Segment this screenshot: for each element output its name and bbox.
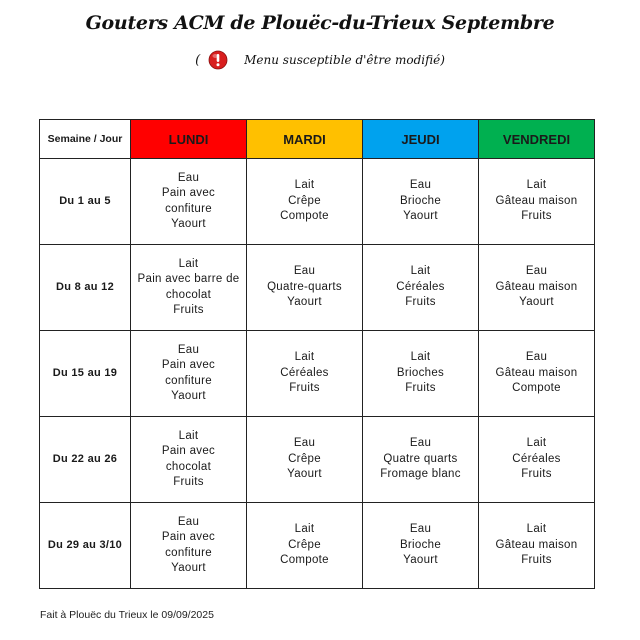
menu-cell xyxy=(363,503,479,589)
menu-item: Céréales xyxy=(396,280,445,293)
menu-item: Fromage blanc xyxy=(380,468,461,481)
menu-item: Eau xyxy=(177,515,200,528)
menu-cell xyxy=(247,417,363,503)
menu-item: Eau xyxy=(293,437,316,450)
menu-item: Lait xyxy=(178,429,199,442)
menu-item: Lait xyxy=(294,523,315,536)
menu-item: Brioches xyxy=(396,366,445,379)
menu-item: Crêpe xyxy=(288,452,321,465)
menu-item: Yaourt xyxy=(519,296,554,309)
menu-item: Fruits xyxy=(521,468,552,481)
menu-item: Eau xyxy=(409,523,432,536)
menu-cell xyxy=(247,331,363,417)
menu-cell xyxy=(479,159,595,245)
week-label: Du 15 au 19 xyxy=(40,331,131,417)
menu-item: Céréales xyxy=(280,366,329,379)
menu-item: chocolat xyxy=(165,460,212,473)
menu-item: confiture xyxy=(165,374,212,387)
menu-cell xyxy=(131,503,247,589)
menu-item: Fruits xyxy=(289,382,320,395)
table-row xyxy=(40,503,595,589)
menu-item: Fruits xyxy=(521,210,552,223)
menu-cell xyxy=(363,417,479,503)
menu-item: Quatre quarts xyxy=(383,452,458,465)
menu-cell xyxy=(479,417,595,503)
menu-item: chocolat xyxy=(165,288,212,301)
menu-item: Lait xyxy=(526,437,547,450)
menu-item: Gâteau maison xyxy=(495,366,578,379)
menu-cell xyxy=(131,159,247,245)
header-day: VENDREDI xyxy=(479,120,595,159)
menu-item: Pain avec barre de xyxy=(137,273,240,285)
week-label: Du 1 au 5 xyxy=(40,159,131,245)
menu-cell xyxy=(247,503,363,589)
menu-item: Eau xyxy=(177,343,200,356)
menu-item: Compote xyxy=(280,554,329,567)
table-row xyxy=(40,417,595,503)
week-label: Du 8 au 12 xyxy=(40,245,131,331)
menu-cell xyxy=(363,159,479,245)
menu-cell xyxy=(247,159,363,245)
menu-item: Eau xyxy=(525,351,548,364)
header-day: JEUDI xyxy=(363,120,479,159)
menu-cell xyxy=(131,417,247,503)
menu-item: Eau xyxy=(409,437,432,450)
menu-item: Céréales xyxy=(512,452,561,465)
menu-cell xyxy=(131,245,247,331)
menu-item: Yaourt xyxy=(171,562,206,574)
menu-item: Yaourt xyxy=(171,390,206,402)
menu-cell xyxy=(479,331,595,417)
menu-item: Compote xyxy=(512,382,561,395)
menu-item: Brioche xyxy=(399,538,442,551)
menu-item: Yaourt xyxy=(171,218,206,230)
menu-item: Eau xyxy=(293,265,316,278)
menu-item: Brioche xyxy=(399,194,442,207)
menu-item: Lait xyxy=(526,523,547,536)
menu-item: Lait xyxy=(178,257,199,270)
menu-item: Gâteau maison xyxy=(495,280,578,293)
table-header-row xyxy=(40,120,595,159)
menu-item: Eau xyxy=(525,265,548,278)
menu-cell xyxy=(247,245,363,331)
menu-item: Gâteau maison xyxy=(495,194,578,207)
menu-item: Eau xyxy=(177,171,200,184)
menu-item: Yaourt xyxy=(287,296,322,309)
snack-menu-table xyxy=(39,119,595,589)
header-day: MARDI xyxy=(247,120,363,159)
menu-item: Gâteau maison xyxy=(495,538,578,551)
menu-item: Pain avec xyxy=(161,445,216,457)
menu-item: Fruits xyxy=(173,476,204,488)
menu-item: Fruits xyxy=(405,382,436,395)
week-label: Du 29 au 3/10 xyxy=(40,503,131,589)
menu-item: Yaourt xyxy=(403,210,438,223)
menu-item: confiture xyxy=(165,202,212,215)
menu-item: Compote xyxy=(280,210,329,223)
menu-item: Eau xyxy=(409,179,432,192)
header-day: LUNDI xyxy=(131,120,247,159)
header-week-day: Semaine / Jour xyxy=(40,120,131,159)
menu-item: Fruits xyxy=(521,554,552,567)
menu-item: Yaourt xyxy=(403,554,438,567)
menu-item: Pain avec xyxy=(161,531,216,543)
menu-item: confiture xyxy=(165,546,212,559)
menu-cell xyxy=(131,331,247,417)
menu-cell xyxy=(363,331,479,417)
notice-open-paren: ( xyxy=(195,52,201,68)
menu-item: Lait xyxy=(526,179,547,192)
menu-item: Lait xyxy=(294,179,315,192)
menu-item: Pain avec xyxy=(161,187,216,199)
modification-notice xyxy=(0,50,640,70)
menu-item: Crêpe xyxy=(288,194,321,207)
menu-item: Fruits xyxy=(405,296,436,309)
menu-item: Lait xyxy=(294,351,315,364)
menu-item: Crêpe xyxy=(288,538,321,551)
exclamation-alert-icon xyxy=(208,50,228,70)
page-title: Gouters ACM de Plouëc-du-Trieux Septembre xyxy=(85,12,555,34)
menu-cell xyxy=(479,503,595,589)
menu-item: Lait xyxy=(410,351,431,364)
menu-cell xyxy=(479,245,595,331)
menu-item: Quatre-quarts xyxy=(267,280,342,293)
menu-item: Yaourt xyxy=(287,468,322,481)
menu-item: Lait xyxy=(410,265,431,278)
footer-note: Fait à Plouëc du Trieux le 09/09/2025 xyxy=(40,609,214,621)
notice-text: Menu susceptible d'être modifié) xyxy=(244,53,445,67)
table-row xyxy=(40,331,595,417)
week-label: Du 22 au 26 xyxy=(40,417,131,503)
menu-cell xyxy=(363,245,479,331)
table-row xyxy=(40,245,595,331)
menu-item: Fruits xyxy=(173,304,204,316)
table-row xyxy=(40,159,595,245)
menu-item: Pain avec xyxy=(161,359,216,371)
